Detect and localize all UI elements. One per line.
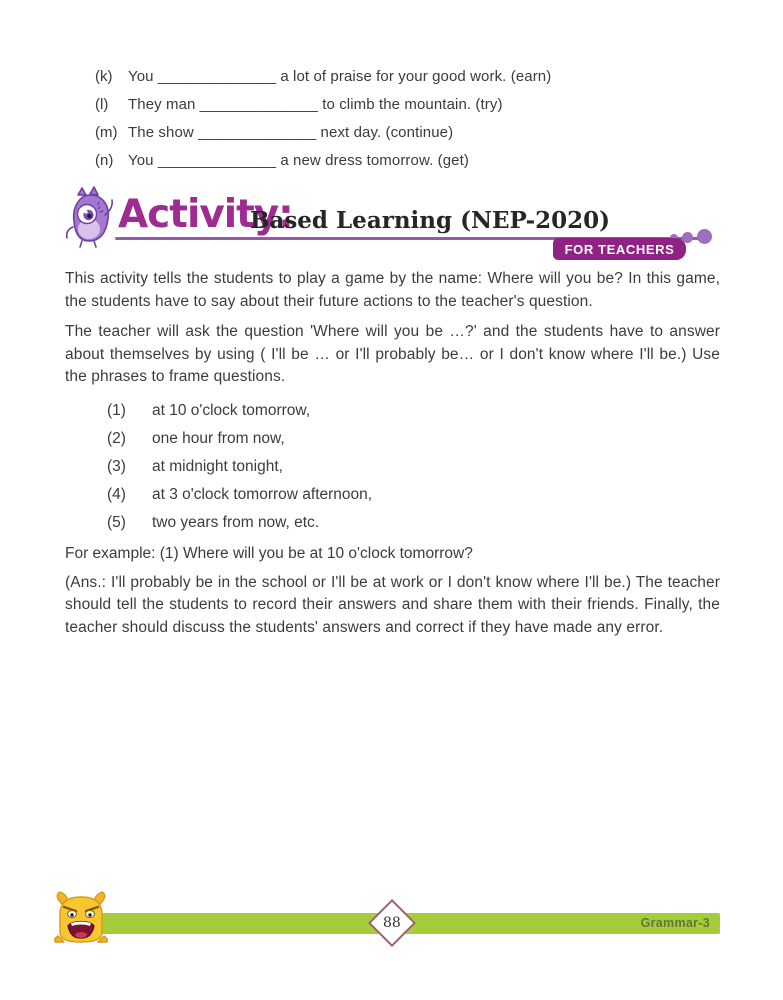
exercise-item-label: (n) bbox=[95, 152, 114, 169]
main-content bbox=[65, 268, 720, 639]
intro-paragraph-2: The teacher will ask the question 'Where will you be …?' and the students have to answer about themselves by using ( I'll be … or I'll probably be… or I don't know where I'll be.) Use the phrases to frame questions. bbox=[65, 323, 720, 385]
purple-monster-icon bbox=[60, 185, 118, 254]
list-item-number: (1) bbox=[107, 401, 126, 419]
list-item-text: at 3 o'clock tomorrow afternoon, bbox=[152, 485, 373, 503]
list-item bbox=[65, 453, 720, 481]
list-item-text: at midnight tonight, bbox=[152, 457, 283, 475]
list-item-number: (4) bbox=[107, 485, 126, 503]
page-footer bbox=[0, 885, 783, 955]
list-item bbox=[65, 397, 720, 425]
intro-paragraph-1: This activity tells the students to play a game by the name: Where will you be? In this game, the students have to say about their future actions to the teacher's question. bbox=[65, 270, 720, 310]
list-item-text: one hour from now, bbox=[152, 429, 285, 447]
list-item bbox=[65, 481, 720, 509]
page-number-diamond bbox=[368, 899, 416, 947]
activity-banner bbox=[0, 183, 783, 263]
book-title-label: Grammar-3 bbox=[640, 916, 710, 930]
exercise-item-text: You ______________ a lot of praise for your good work. (earn) bbox=[128, 68, 552, 85]
answer-paragraph: (Ans.: I'll probably be in the school or I'll be at work or I don't know where I'll be.) The teacher should tell the students to record their answers and share them with their friends. Finally, the teacher should discuss the students' answers and correct if they have made any error. bbox=[65, 573, 720, 636]
exercise-item bbox=[95, 63, 695, 91]
phrase-list bbox=[65, 397, 720, 537]
list-item-number: (2) bbox=[107, 429, 126, 447]
exercise-item bbox=[95, 119, 695, 147]
for-teachers-badge: FOR TEACHERS bbox=[553, 238, 686, 260]
example-line: For example: (1) Where will you be at 10 o'clock tomorrow? bbox=[65, 544, 473, 562]
exercise-item-label: (m) bbox=[95, 124, 118, 141]
exercise-item-text: They man ______________ to climb the mountain. (try) bbox=[128, 96, 503, 113]
list-item bbox=[65, 509, 720, 537]
exercise-item-text: The show ______________ next day. (continue) bbox=[128, 124, 454, 141]
page-number: 88 bbox=[383, 914, 401, 931]
exercise-item-text: You ______________ a new dress tomorrow. (get) bbox=[128, 152, 469, 169]
exercise-item bbox=[95, 91, 695, 119]
activity-subtitle: Based Learning (NEP-2020) bbox=[250, 207, 611, 234]
exercise-item bbox=[95, 147, 695, 175]
list-item bbox=[65, 425, 720, 453]
list-item-number: (5) bbox=[107, 513, 126, 531]
exercise-item-label: (k) bbox=[95, 68, 113, 85]
exercise-list bbox=[95, 63, 695, 175]
yellow-monster-icon bbox=[50, 890, 112, 949]
dot-icon bbox=[697, 229, 712, 244]
activity-title: Activity: bbox=[118, 192, 293, 237]
list-item-text: at 10 o'clock tomorrow, bbox=[152, 401, 311, 419]
exercise-item-label: (l) bbox=[95, 96, 109, 113]
list-item-number: (3) bbox=[107, 457, 126, 475]
list-item-text: two years from now, etc. bbox=[152, 513, 320, 531]
